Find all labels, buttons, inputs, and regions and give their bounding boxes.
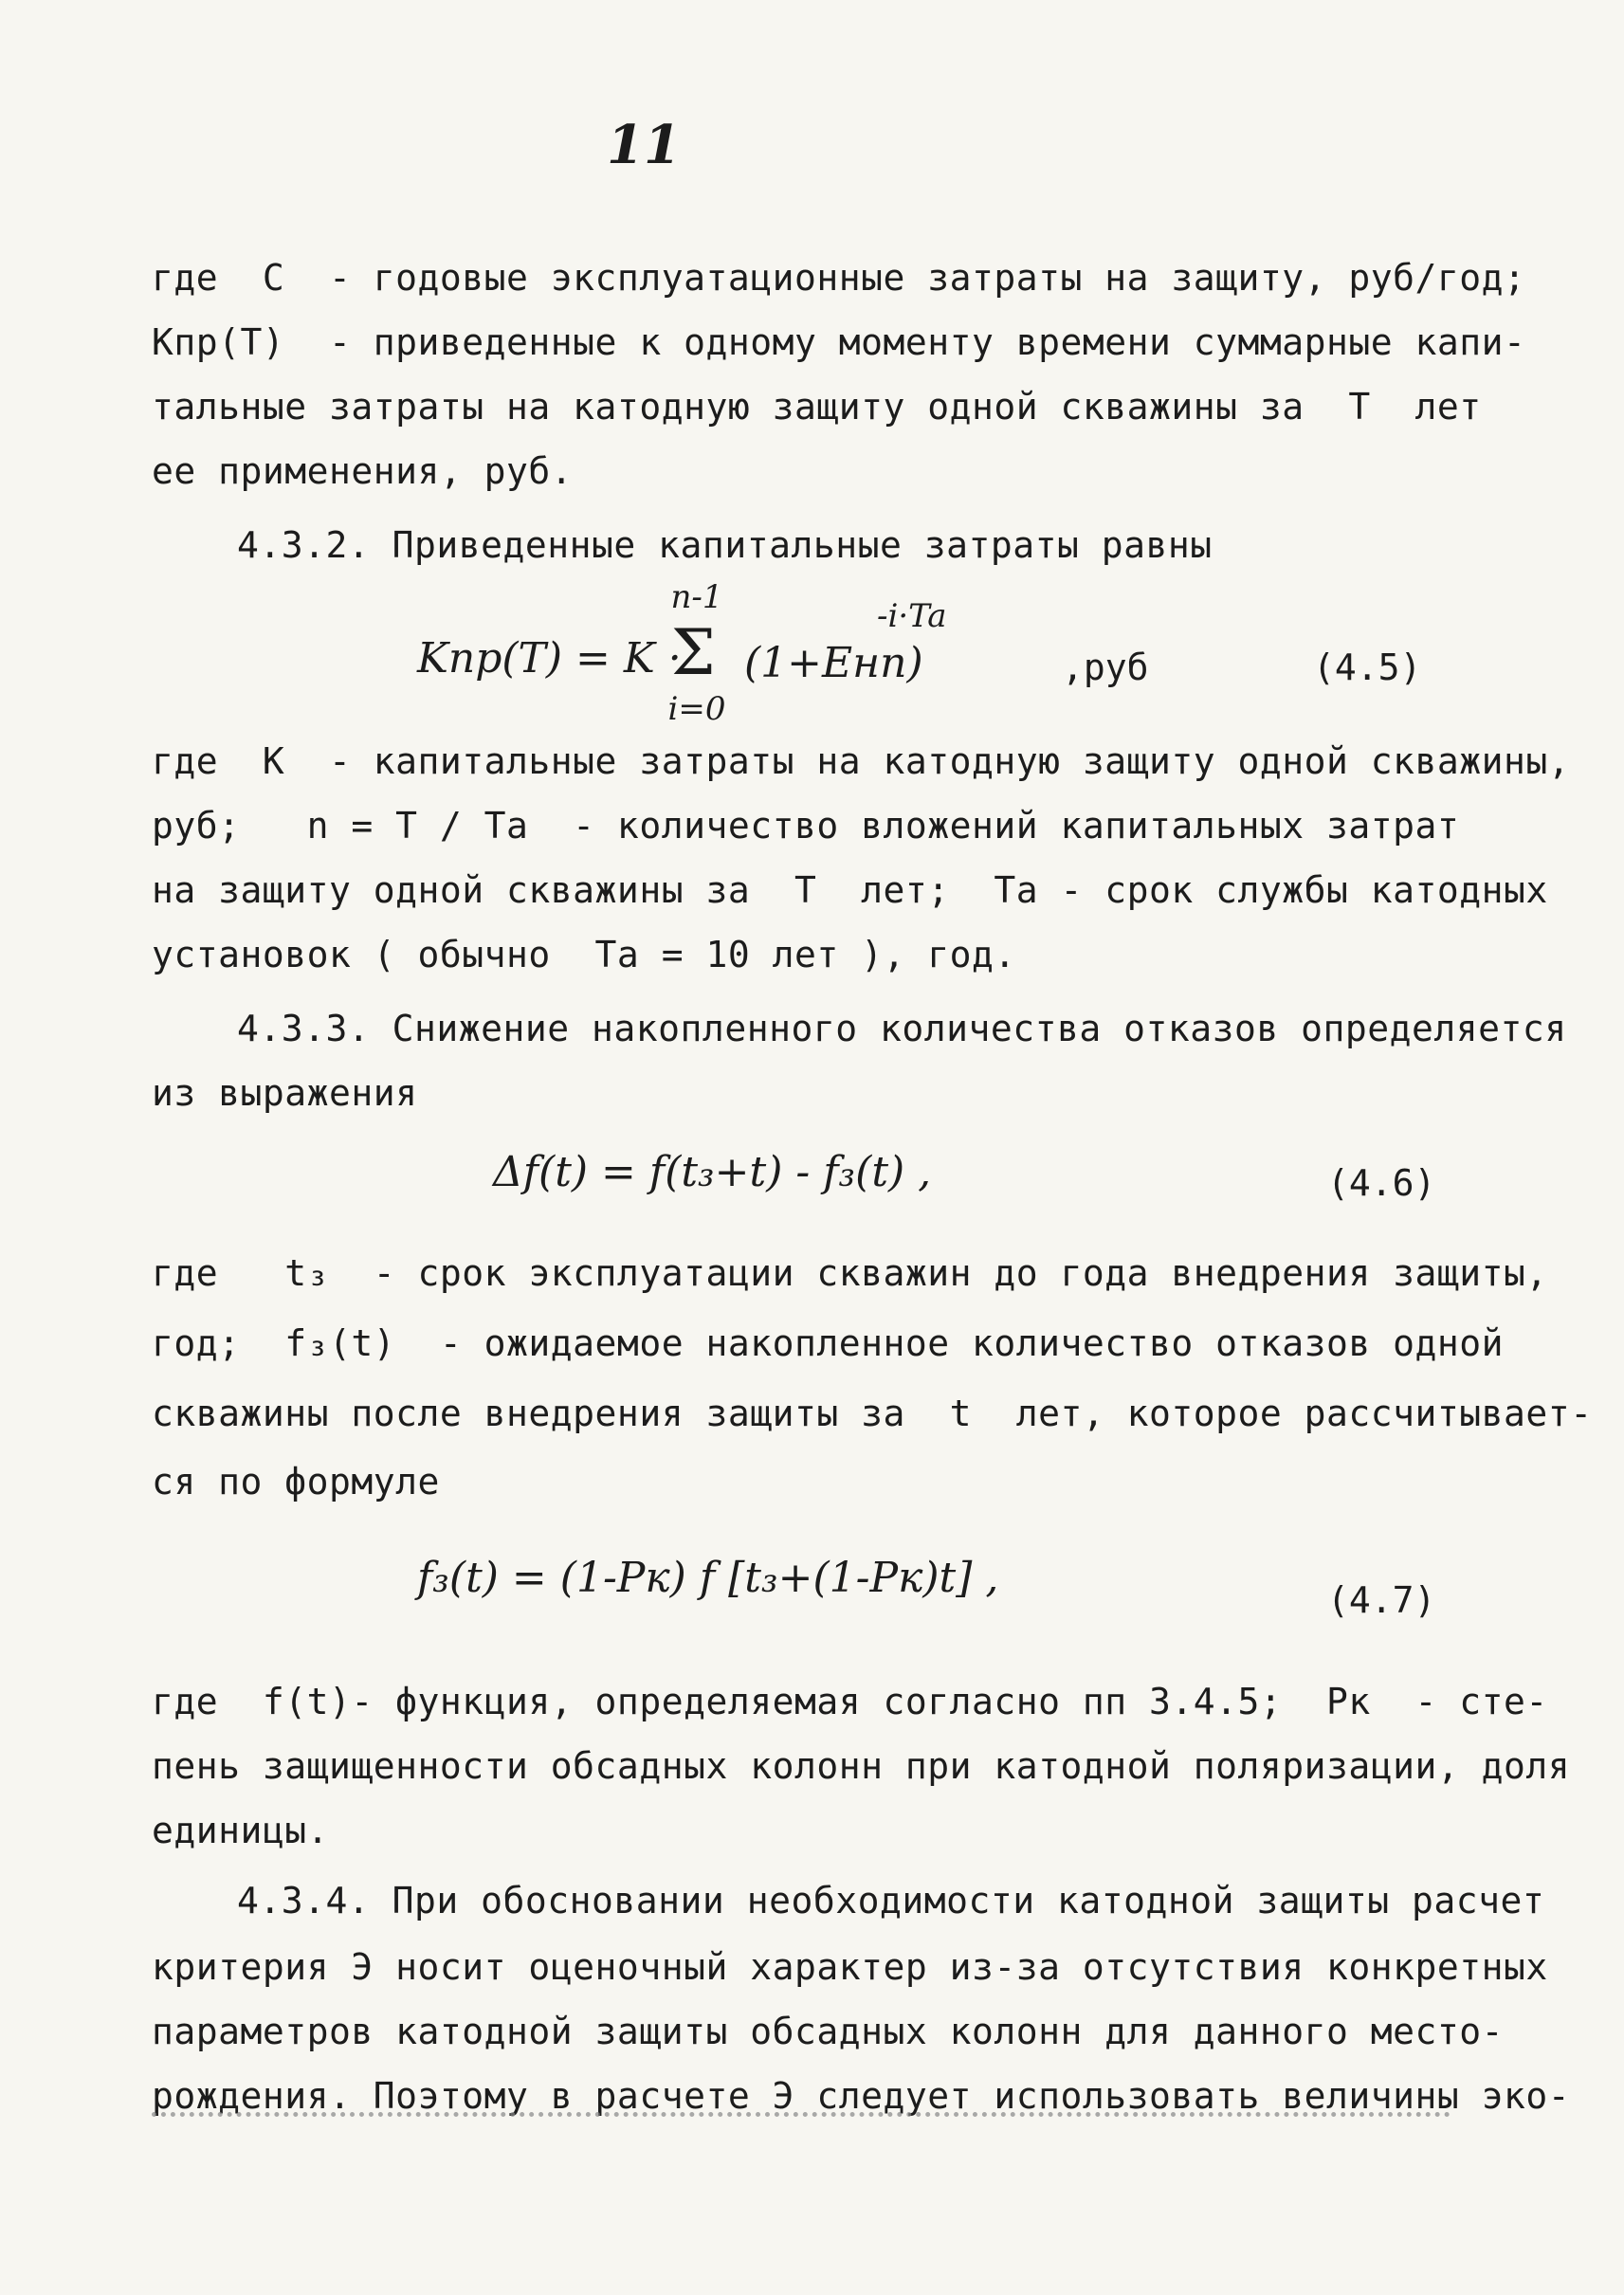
text-line-3: тальные затраты на катодную защиту одной скважины за T лет <box>152 386 1482 428</box>
text-line-9: установок ( обычно Ta = 10 лет ), год. <box>152 934 1016 975</box>
text-line-18: единицы. <box>152 1810 330 1851</box>
text-line-5: 4.3.2. Приведенные капитальные затраты равны <box>237 524 1213 566</box>
text-line-16: где f(t)- функция, определяемая согласно пп 3.4.5; Pк - сте- <box>152 1681 1548 1722</box>
text-line-7: руб; n = T / Ta - количество вложений капитальных затрат <box>152 805 1460 847</box>
text-line-15: ся по формуле <box>152 1461 440 1503</box>
text-line-13: год; f₃(t) - ожидаемое накопленное количество отказов одной <box>152 1322 1505 1364</box>
text-line-19: 4.3.4. При обосновании необходимости катодной защиты расчет <box>237 1880 1545 1922</box>
text-line-11: из выражения <box>152 1072 418 1114</box>
text-line-21: параметров катодной защиты обсадных колонн для данного место- <box>152 2011 1505 2052</box>
text-line-2: Kпр(T) - приведенные к одному моменту времени суммарные капи- <box>152 321 1526 363</box>
text-line-22: рождения. Поэтому в расчете Э следует использовать величины эко- <box>152 2075 1571 2117</box>
formula-4-7-number: (4.7) <box>1327 1579 1436 1621</box>
summation-sign <box>664 578 730 730</box>
text-line-1: где C - годовые эксплуатационные затраты на защиту, руб/год; <box>152 257 1526 299</box>
sum-upper-limit: n-1 <box>670 578 723 616</box>
text-line-17: пень защищенности обсадных колонн при катодной поляризации, доля <box>152 1745 1571 1787</box>
formula-4-5-unit: ,руб <box>1062 647 1149 688</box>
formula-4-5-left: Kпр(T) = K · <box>417 634 682 683</box>
formula-4-6: Δf(t) = f(t₃+t) - f₃(t) , <box>493 1148 932 1196</box>
text-line-14: скважины после внедрения защиты за t лет, которое рассчитывает- <box>152 1393 1593 1434</box>
text-line-12: где t₃ - срок эксплуатации скважин до года внедрения защиты, <box>152 1252 1548 1294</box>
text-line-4: ее применения, руб. <box>152 450 574 492</box>
sum-lower-limit: i=0 <box>667 690 726 728</box>
text-line-8: на защиту одной скважины за T лет; Ta - срок службы катодных <box>152 869 1548 911</box>
formula-4-5-term: (1+Eнп) <box>744 639 923 687</box>
formula-4-7: f₃(t) = (1-Pк) f [t₃+(1-Pк)t] , <box>417 1554 999 1602</box>
page-number: 11 <box>607 114 681 176</box>
text-line-6: где K - капитальные затраты на катодную защиту одной скважины, <box>152 740 1571 782</box>
formula-4-5-exponent: -i·Ta <box>877 597 947 635</box>
formula-4-5-number: (4.5) <box>1313 647 1422 688</box>
text-line-20: критерия Э носит оценочный характер из-за отсутствия конкретных <box>152 1946 1548 1988</box>
formula-4-6-number: (4.6) <box>1327 1162 1436 1204</box>
text-line-10: 4.3.3. Снижение накопленного количества отказов определяется <box>237 1008 1567 1049</box>
truncated-line-bottom <box>152 2112 1451 2124</box>
sigma-glyph: Σ <box>671 616 716 689</box>
